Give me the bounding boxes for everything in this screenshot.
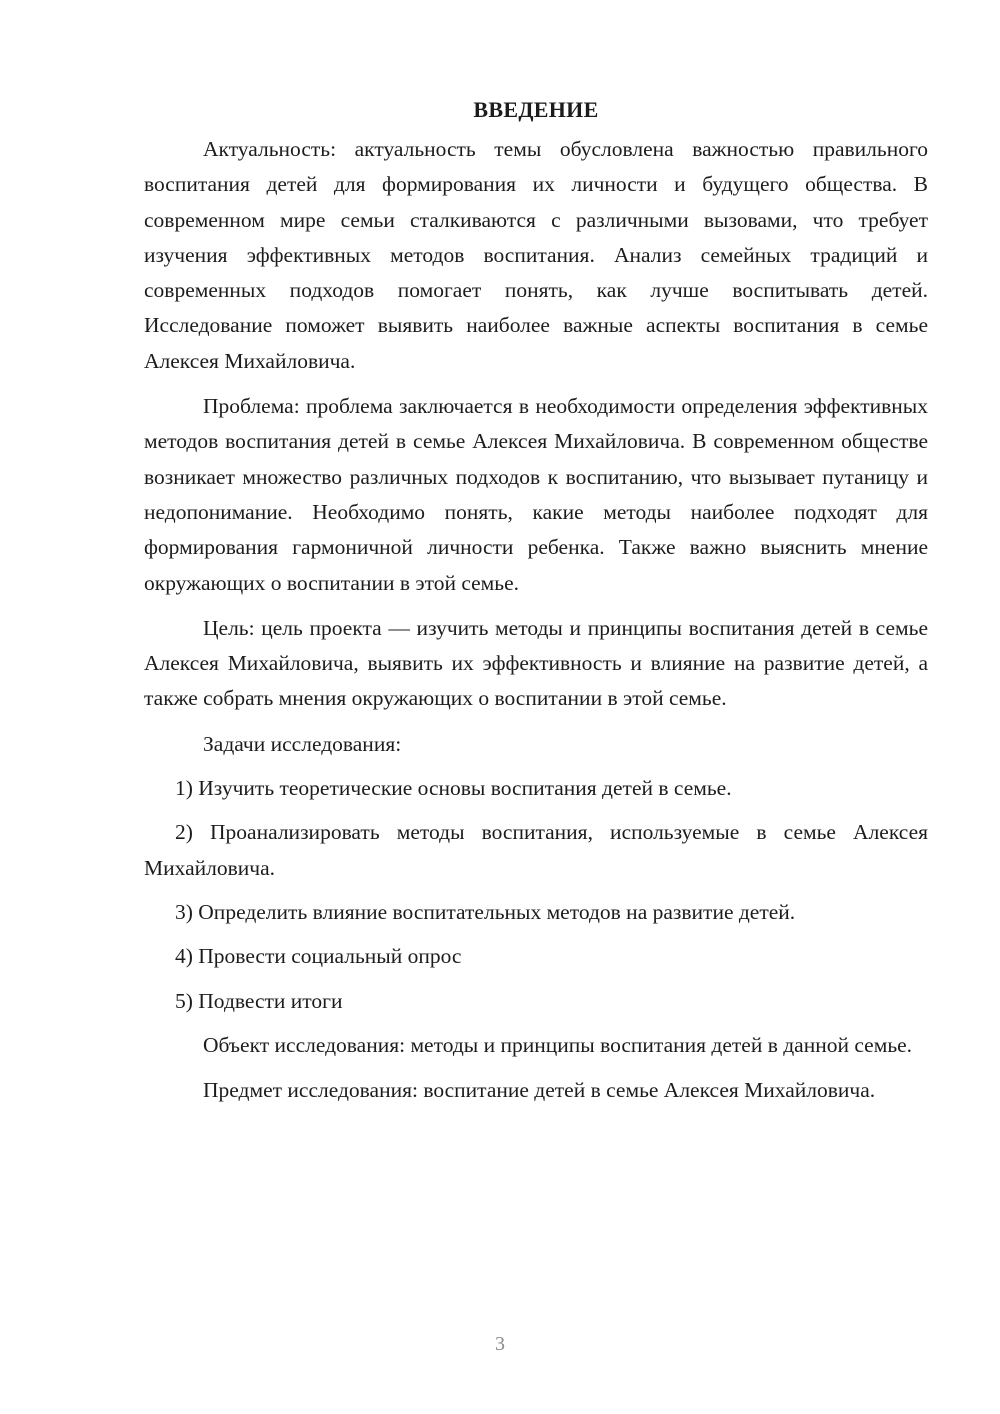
document-page (144, 92, 928, 1108)
page-number: 3 (495, 1333, 505, 1355)
document-heading: ВВЕДЕНИЕ (473, 97, 599, 122)
task-item-4: 4) Провести социальный опрос (175, 944, 462, 969)
paragraph-relevance: Актуальность: актуальность темы обусловлена важностью правильного воспитания детей для формирования их личности и будущего общества. В современном мире семьи сталкиваются с различными вызовами, что требует изучения эффективных методов воспитания. Анализ семейных традиций и современных подходов помогает понять, как лучше воспитывать детей. Исследование поможет выявить наиболее важные аспекты воспитания в семье Алексея Михайловича. (144, 137, 928, 373)
paragraph-subject: Предмет исследования: воспитание детей в семье Алексея Михайловича. (203, 1078, 876, 1103)
task-item-1: 1) Изучить теоретические основы воспитания детей в семье. (175, 776, 732, 801)
tasks-heading: Задачи исследования: (203, 731, 402, 756)
task-item-2: 2) Проанализировать методы воспитания, используемые в семье Алексея Михайловича. (144, 820, 928, 880)
paragraph-problem: Проблема: проблема заключается в необходимости определения эффективных методов воспитания детей в семье Алексея Михайловича. В современном обществе возникает множество различных подходов к воспитанию, что вызывает путаницу и недопонимание. Необходимо понять, какие методы наиболее подходят для формирования гармоничной личности ребенка. Также важно выяснить мнение окружающих о воспитании в этой семье. (144, 394, 928, 595)
paragraph-object: Объект исследования: методы и принципы воспитания детей в данной семье. (203, 1032, 913, 1057)
task-item-3: 3) Определить влияние воспитательных методов на развитие детей. (175, 899, 796, 924)
paragraph-goal: Цель: цель проекта — изучить методы и принципы воспитания детей в семье Алексея Михайловича, выявить их эффективность и влияние на развитие детей, а также собрать мнения окружающих о воспитании в этой семье. (144, 615, 928, 711)
task-item-5: 5) Подвести итоги (175, 988, 343, 1013)
